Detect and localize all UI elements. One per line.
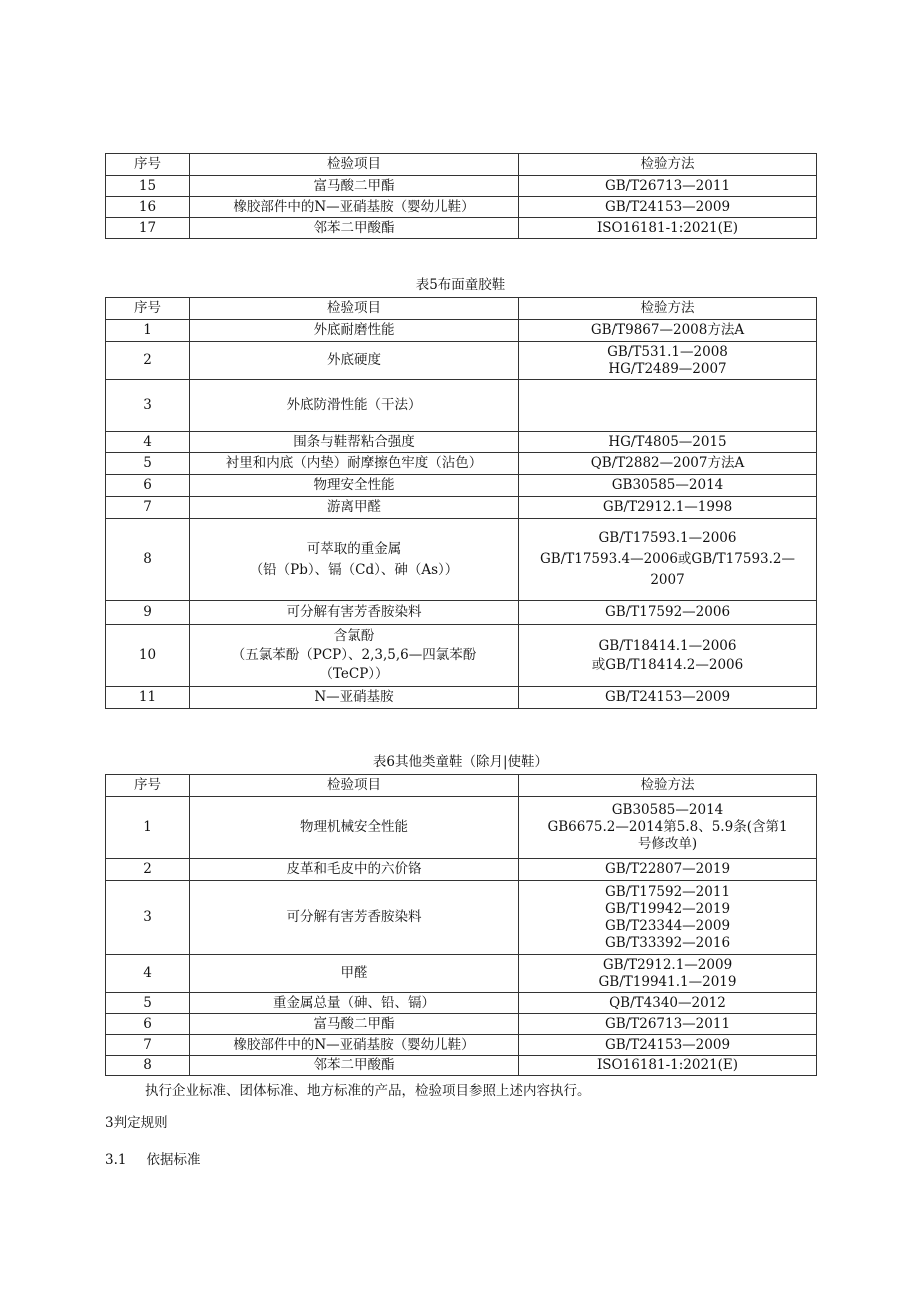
table-row — [106, 993, 817, 1014]
header-method: 检验方法 — [519, 154, 817, 176]
method-line: GB/T33392—2016 — [604, 934, 731, 951]
table-row — [106, 497, 817, 519]
header-no: 序号 — [106, 298, 190, 320]
row-item: 物理安全性能 — [190, 475, 519, 497]
method-line: 或GB/T18414.2—2006 — [591, 656, 744, 673]
row-item: 衬里和内底（内垫）耐摩擦色牢度（沾色） — [190, 453, 519, 475]
row-method — [519, 380, 817, 432]
row-method: GB/T9867—2008方法A — [519, 320, 817, 342]
row-item: 外底硬度 — [190, 342, 519, 380]
row-no: 4 — [106, 432, 190, 453]
item-line: 可萃取的重金属 — [306, 540, 402, 557]
method-line: GB6675.2—2014第5.8、5.9条(含第1 — [547, 819, 788, 835]
row-item: 重金属总量（砷、铅、镉） — [190, 993, 519, 1014]
row-item: 围条与鞋帮粘合强度 — [190, 432, 519, 453]
row-method: GB/T17592—2006 — [519, 601, 817, 625]
table-row — [106, 1035, 817, 1056]
header-item: 检验项目 — [190, 775, 519, 797]
row-method: GB/T24153—2009 — [519, 1035, 817, 1056]
section-3-1-heading — [105, 1151, 200, 1169]
item-line: （五氯苯酚（PCP）、2,3,5,6—四氯苯酚 — [231, 647, 477, 663]
row-method: GB/T22807—2019 — [519, 859, 817, 881]
item-line: 含氯酚 — [333, 628, 375, 644]
row-no: 2 — [106, 342, 190, 380]
method-line: GB/T23344—2009 — [604, 917, 731, 934]
row-item: 外底耐磨性能 — [190, 320, 519, 342]
table6 — [105, 774, 817, 1076]
row-no: 8 — [106, 519, 190, 601]
table-row — [106, 881, 817, 955]
row-no: 1 — [106, 797, 190, 859]
row-item: 橡胶部件中的N—亚硝基胺（婴幼儿鞋） — [190, 1035, 519, 1056]
row-item: 外底防滑性能（干法） — [190, 380, 519, 432]
header-method: 检验方法 — [519, 298, 817, 320]
row-method — [519, 797, 817, 859]
table-row — [106, 797, 817, 859]
row-method: ISO16181-1:2021(E) — [519, 218, 817, 239]
row-method: GB/T2912.1—1998 — [519, 497, 817, 519]
table-row — [106, 687, 817, 709]
row-method — [519, 342, 817, 380]
method-line: GB/T19942—2019 — [604, 900, 731, 917]
row-item: 富马酸二甲酯 — [190, 1014, 519, 1035]
header-no: 序号 — [106, 775, 190, 797]
row-method: ISO16181-1:2021(E) — [519, 1056, 817, 1076]
method-line: GB/T2912.1—2009 — [602, 956, 733, 973]
row-no: 9 — [106, 601, 190, 625]
table-row — [106, 625, 817, 687]
table-row — [106, 1056, 817, 1076]
table-row — [106, 197, 817, 218]
row-item: 甲醛 — [190, 955, 519, 993]
row-item — [190, 625, 519, 687]
table-row — [106, 955, 817, 993]
table-row — [106, 176, 817, 197]
row-item: 可分解有害芳香胺染料 — [190, 601, 519, 625]
method-line: GB/T19941.1—2019 — [598, 973, 737, 990]
row-item: 邻苯二甲酸酯 — [190, 218, 519, 239]
row-method: GB/T26713—2011 — [519, 1014, 817, 1035]
note-text: 执行企业标准、团体标准、地方标准的产品，检验项目参照上述内容执行。 — [145, 1083, 591, 1099]
table-row — [106, 519, 817, 601]
row-item: 皮革和毛皮中的六价铬 — [190, 859, 519, 881]
table-header-row — [106, 298, 817, 320]
row-no: 15 — [106, 176, 190, 197]
row-item: 游离甲醛 — [190, 497, 519, 519]
section-3-heading: 3判定规则 — [105, 1115, 168, 1131]
row-item — [190, 519, 519, 601]
table-row — [106, 432, 817, 453]
row-method — [519, 881, 817, 955]
method-line: GB/T17593.1—2006 — [598, 530, 737, 546]
header-item: 检验项目 — [190, 154, 519, 176]
row-no: 7 — [106, 497, 190, 519]
method-line: HG/T2489—2007 — [608, 360, 727, 377]
table-row — [106, 475, 817, 497]
row-no: 5 — [106, 453, 190, 475]
row-no: 7 — [106, 1035, 190, 1056]
row-item: 邻苯二甲酸酯 — [190, 1056, 519, 1076]
method-line: GB/T17592—2011 — [604, 883, 731, 900]
header-item: 检验项目 — [190, 298, 519, 320]
table-row — [106, 342, 817, 380]
item-line: （TeCP）） — [319, 666, 389, 682]
section-title: 依据标准 — [146, 1152, 201, 1168]
method-line: 号修改单) — [637, 836, 698, 852]
method-line: GB/T17593.4—2006或GB/T17593.2—2007 — [539, 551, 796, 588]
row-method: QB/T4340—2012 — [519, 993, 817, 1014]
header-method: 检验方法 — [519, 775, 817, 797]
table-header-row — [106, 775, 817, 797]
row-item: 富马酸二甲酯 — [190, 176, 519, 197]
row-item: N—亚硝基胺 — [190, 687, 519, 709]
row-no: 11 — [106, 687, 190, 709]
row-method: QB/T2882—2007方法A — [519, 453, 817, 475]
table-row — [106, 218, 817, 239]
row-method — [519, 519, 817, 601]
row-item: 可分解有害芳香胺染料 — [190, 881, 519, 955]
row-method: GB/T26713—2011 — [519, 176, 817, 197]
row-no: 10 — [106, 625, 190, 687]
table-header-row — [106, 154, 817, 176]
table-row — [106, 1014, 817, 1035]
row-method: GB30585—2014 — [519, 475, 817, 497]
row-item: 橡胶部件中的N—亚硝基胺（婴幼儿鞋） — [190, 197, 519, 218]
row-method — [519, 955, 817, 993]
method-line: GB/T18414.1—2006 — [598, 637, 737, 654]
table-row — [106, 601, 817, 625]
table5-caption: 表5布面童胶鞋 — [415, 277, 506, 293]
method-line: GB30585—2014 — [611, 802, 724, 818]
table5 — [105, 297, 817, 709]
row-no: 17 — [106, 218, 190, 239]
table-row — [106, 453, 817, 475]
row-no: 16 — [106, 197, 190, 218]
row-no: 4 — [106, 955, 190, 993]
row-no: 6 — [106, 1014, 190, 1035]
row-method — [519, 625, 817, 687]
row-method: GB/T24153—2009 — [519, 687, 817, 709]
section-number: 3.1 — [105, 1152, 127, 1168]
row-no: 5 — [106, 993, 190, 1014]
row-no: 3 — [106, 380, 190, 432]
table-row — [106, 380, 817, 432]
table-top — [105, 153, 817, 239]
table-row — [106, 859, 817, 881]
row-item: 物理机械安全性能 — [190, 797, 519, 859]
row-method: GB/T24153—2009 — [519, 197, 817, 218]
row-method: HG/T4805—2015 — [519, 432, 817, 453]
row-no: 1 — [106, 320, 190, 342]
row-no: 3 — [106, 881, 190, 955]
row-no: 8 — [106, 1056, 190, 1076]
method-line: GB/T531.1—2008 — [607, 343, 728, 360]
table6-caption: 表6其他类童鞋（除月|使鞋） — [372, 754, 549, 770]
table-row — [106, 320, 817, 342]
row-no: 2 — [106, 859, 190, 881]
item-line: （铅（Pb）、镉（Cd）、砷（As）） — [249, 561, 459, 578]
row-no: 6 — [106, 475, 190, 497]
header-no: 序号 — [106, 154, 190, 176]
